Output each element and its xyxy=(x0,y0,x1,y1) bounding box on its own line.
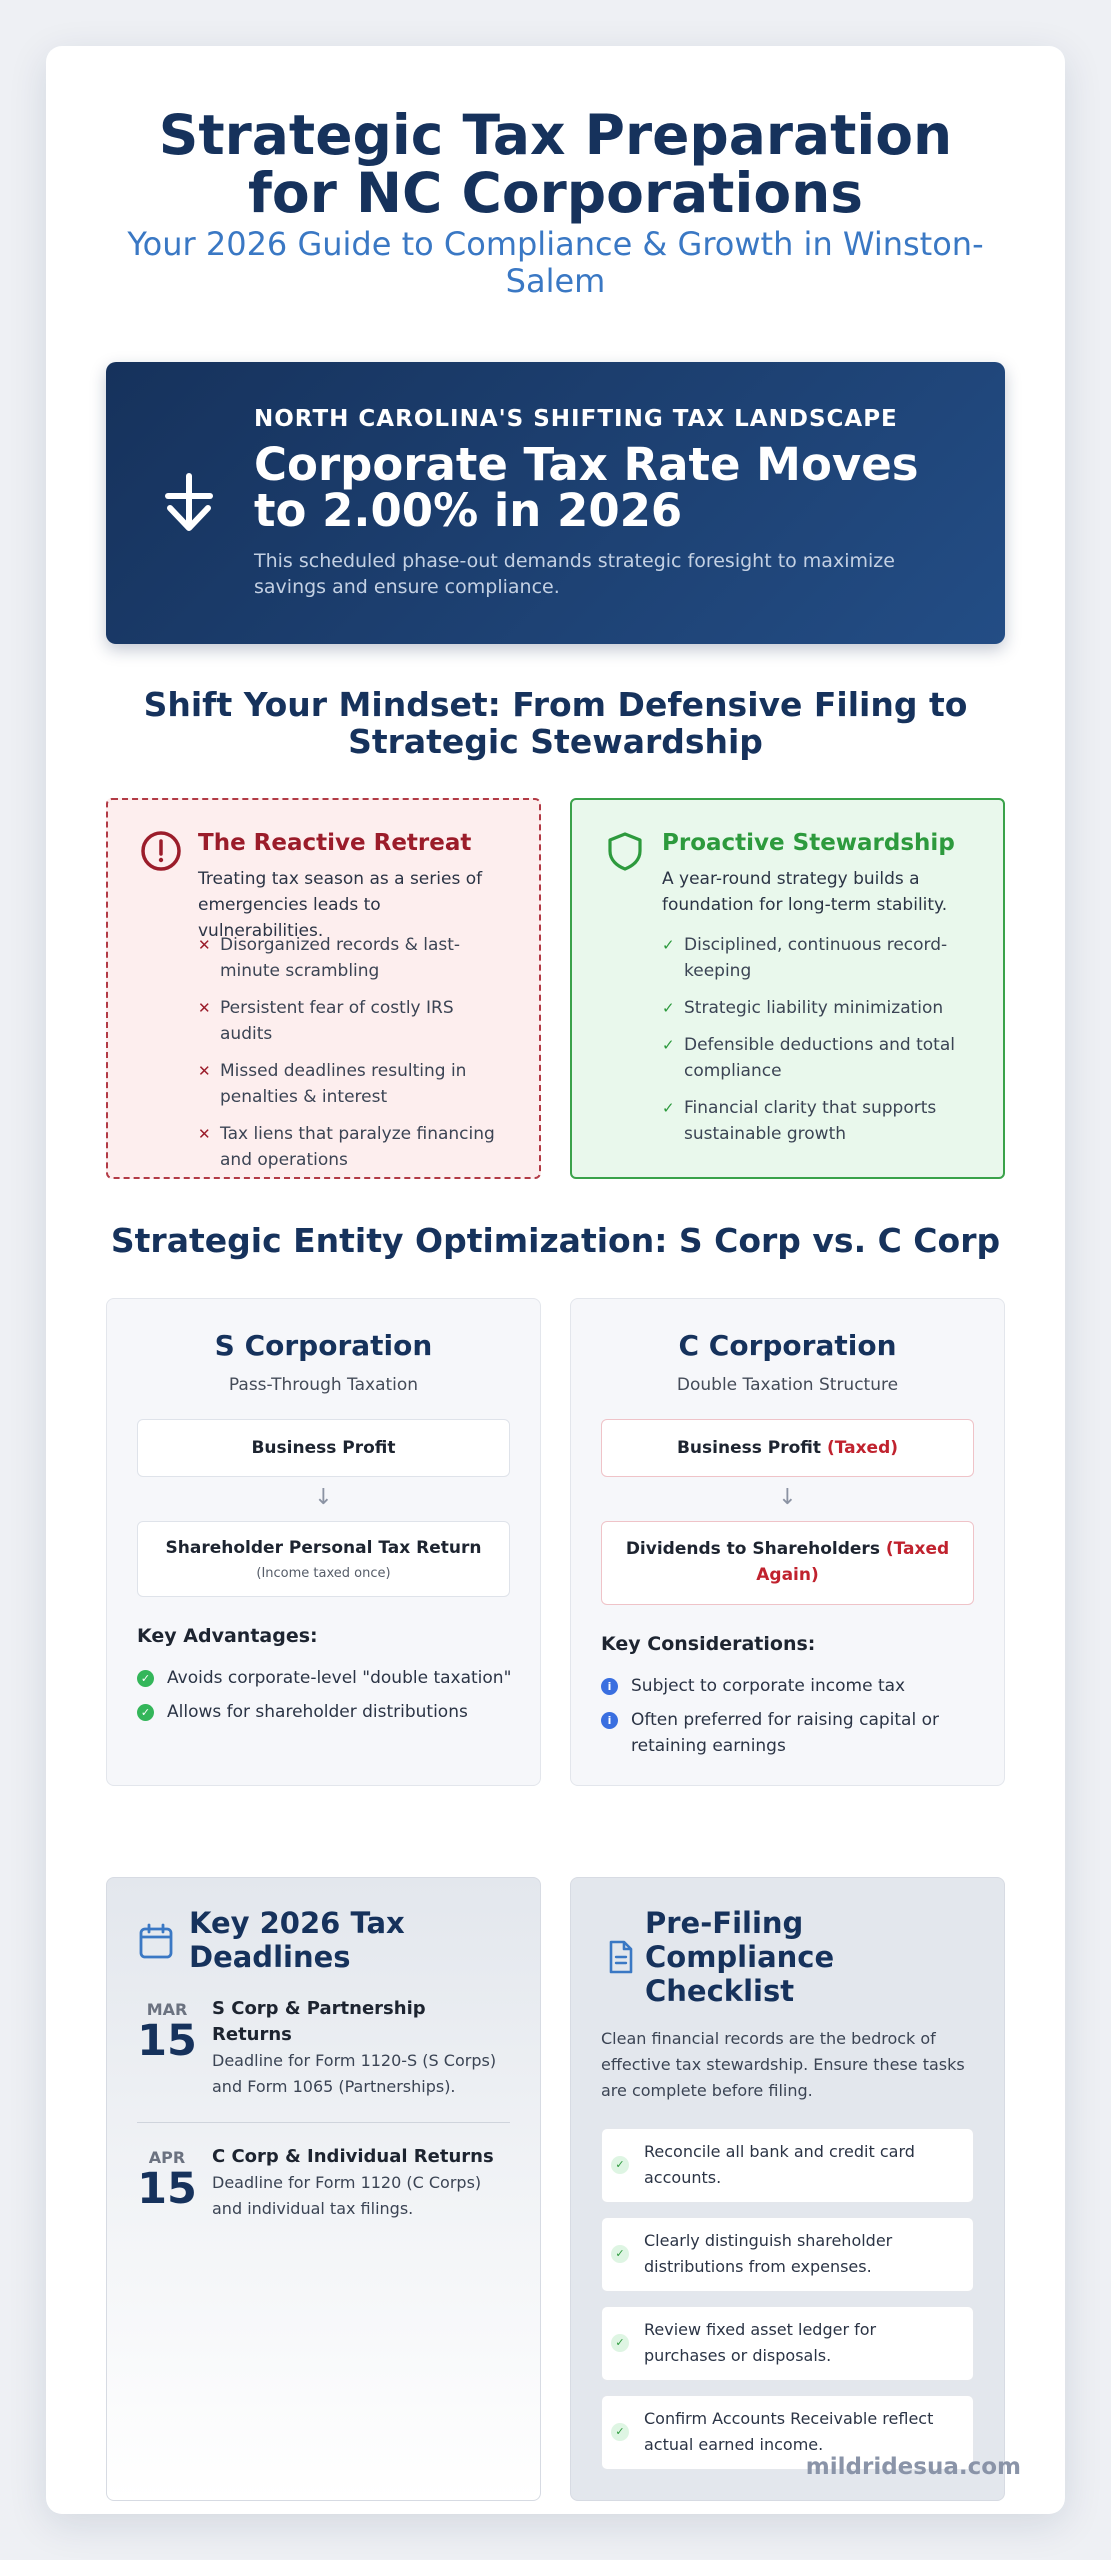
list-item: ✕ Tax liens that paralyze financing and operations xyxy=(198,1121,509,1173)
s-corp-flow-personal-return: Shareholder Personal Tax Return (Income taxed once) xyxy=(137,1521,510,1597)
deadline-month: MAR xyxy=(146,2000,188,2019)
checklist-item-text: Clearly distinguish shareholder distributions from expenses. xyxy=(644,2231,893,2276)
proactive-list xyxy=(662,932,973,1158)
check-circle-icon: ✓ xyxy=(137,1670,154,1687)
compliance-checklist-panel xyxy=(570,1877,1005,2501)
list-item: ✓ Financial clarity that supports sustainable growth xyxy=(662,1095,973,1147)
deadline-title: S Corp & Partnership Returns xyxy=(212,1998,426,2045)
check-icon: ✓ xyxy=(611,2245,629,2263)
checklist-item-text: Review fixed asset ledger for purchases or disposals. xyxy=(644,2320,877,2365)
reactive-list xyxy=(198,932,509,1184)
flow-arrow-icon: ↓ xyxy=(778,1485,797,1510)
c-corporation-card xyxy=(570,1298,1005,1786)
document-icon xyxy=(601,1938,639,1976)
checklist-item xyxy=(601,2217,974,2292)
divider xyxy=(137,2122,510,2123)
banner-eyebrow: NORTH CAROLINA'S SHIFTING TAX LANDSCAPE xyxy=(254,406,898,432)
proactive-stewardship-card xyxy=(570,798,1005,1179)
deadlines-title: Key 2026 Tax Deadlines xyxy=(189,1906,405,1974)
reactive-retreat-card xyxy=(106,798,541,1179)
entity-section-title: Strategic Entity Optimization: S Corp vs. C Corp xyxy=(110,1221,1001,1260)
proactive-description: A year-round strategy builds a foundation for long-term stability. xyxy=(662,869,948,915)
banner-text: This scheduled phase-out demands strategic foresight to maximize savings and ensure compliance. xyxy=(254,550,895,598)
c-corp-flow-dividends: Dividends to Shareholders (Taxed Again) xyxy=(601,1521,974,1605)
s-corp-flow-profit: Business Profit xyxy=(137,1419,510,1477)
proactive-title: Proactive Stewardship xyxy=(662,830,955,856)
deadline-day: 15 xyxy=(137,2016,197,2066)
checklist-item xyxy=(601,2128,974,2203)
page-title: Strategic Tax Preparation for NC Corporations xyxy=(158,103,953,225)
check-circle-icon: ✓ xyxy=(137,1704,154,1721)
reactive-description: Treating tax season as a series of emergencies leads to vulnerabilities. xyxy=(198,869,483,941)
check-icon: ✓ xyxy=(611,2156,629,2174)
c-corp-considerations-title: Key Considerations: xyxy=(601,1633,816,1655)
x-mark-icon: ✕ xyxy=(198,936,211,954)
s-corp-type: Pass-Through Taxation xyxy=(228,1375,419,1395)
list-item: ✓ Allows for shareholder distributions xyxy=(137,1699,520,1725)
check-icon: ✓ xyxy=(611,2423,629,2441)
alert-circle-icon xyxy=(140,830,182,872)
list-item: ✕ Missed deadlines resulting in penalties & interest xyxy=(198,1058,509,1110)
list-item: i Subject to corporate income tax xyxy=(601,1673,984,1699)
checklist-item-text: Confirm Accounts Receivable reflect actual earned income. xyxy=(644,2409,934,2454)
c-corp-flow-profit: Business Profit (Taxed) xyxy=(601,1419,974,1477)
deadline-day: 15 xyxy=(137,2164,197,2214)
check-icon: ✓ xyxy=(662,1099,675,1117)
arrow-down-icon xyxy=(156,470,222,536)
list-item: ✓ Defensible deductions and total compliance xyxy=(662,1032,973,1084)
tax-rate-banner xyxy=(106,362,1005,644)
deadline-item xyxy=(137,1992,510,2102)
watermark: mildridesua.com xyxy=(805,2454,1021,2480)
s-corp-advantages-title: Key Advantages: xyxy=(137,1625,318,1647)
infographic-card xyxy=(46,46,1065,2514)
deadline-description: Deadline for Form 1120 (C Corps) and individual tax filings. xyxy=(212,2173,482,2218)
list-item: ✓ Disciplined, continuous record-keeping xyxy=(662,932,973,984)
x-mark-icon: ✕ xyxy=(198,1062,211,1080)
check-icon: ✓ xyxy=(662,1036,675,1054)
list-item: ✓ Strategic liability minimization xyxy=(662,995,973,1021)
checklist-intro: Clean financial records are the bedrock of effective tax stewardship. Ensure these tasks are complete before filing. xyxy=(601,2029,965,2100)
reactive-title: The Reactive Retreat xyxy=(198,830,472,856)
check-icon: ✓ xyxy=(611,2334,629,2352)
x-mark-icon: ✕ xyxy=(198,999,211,1017)
page-subtitle: Your 2026 Guide to Compliance & Growth in Winston-Salem xyxy=(127,225,984,300)
check-icon: ✓ xyxy=(662,999,675,1017)
mindset-section-title: Shift Your Mindset: From Defensive Filing to Strategic Stewardship xyxy=(143,685,968,761)
deadline-description: Deadline for Form 1120-S (S Corps) and Form 1065 (Partnerships). xyxy=(212,2051,497,2096)
list-item: i Often preferred for raising capital or retaining earnings xyxy=(601,1707,984,1759)
list-item: ✕ Disorganized records & last-minute scrambling xyxy=(198,932,509,984)
deadline-title: C Corp & Individual Returns xyxy=(212,2146,494,2167)
checklist-item-text: Reconcile all bank and credit card accounts. xyxy=(644,2142,915,2187)
s-corp-advantages-list xyxy=(137,1665,520,1733)
checklist-item xyxy=(601,2306,974,2381)
shield-icon xyxy=(604,830,646,872)
info-circle-icon: i xyxy=(601,1678,618,1695)
flow-arrow-icon: ↓ xyxy=(314,1485,333,1510)
list-item: ✕ Persistent fear of costly IRS audits xyxy=(198,995,509,1047)
info-circle-icon: i xyxy=(601,1712,618,1729)
c-corp-considerations-list xyxy=(601,1673,984,1767)
list-item: ✓ Avoids corporate-level "double taxation" xyxy=(137,1665,520,1691)
s-corp-name: S Corporation xyxy=(214,1329,433,1362)
checklist-title: Pre-Filing Compliance Checklist xyxy=(645,1906,835,2008)
check-icon: ✓ xyxy=(662,936,675,954)
c-corp-type: Double Taxation Structure xyxy=(676,1375,899,1395)
deadline-month: APR xyxy=(148,2148,186,2167)
deadline-item xyxy=(137,2140,510,2230)
tax-deadlines-panel xyxy=(106,1877,541,2501)
banner-headline: Corporate Tax Rate Moves to 2.00% in 2026 xyxy=(254,438,919,537)
x-mark-icon: ✕ xyxy=(198,1125,211,1143)
calendar-icon xyxy=(137,1922,175,1960)
c-corp-name: C Corporation xyxy=(678,1329,897,1362)
s-corporation-card xyxy=(106,1298,541,1786)
